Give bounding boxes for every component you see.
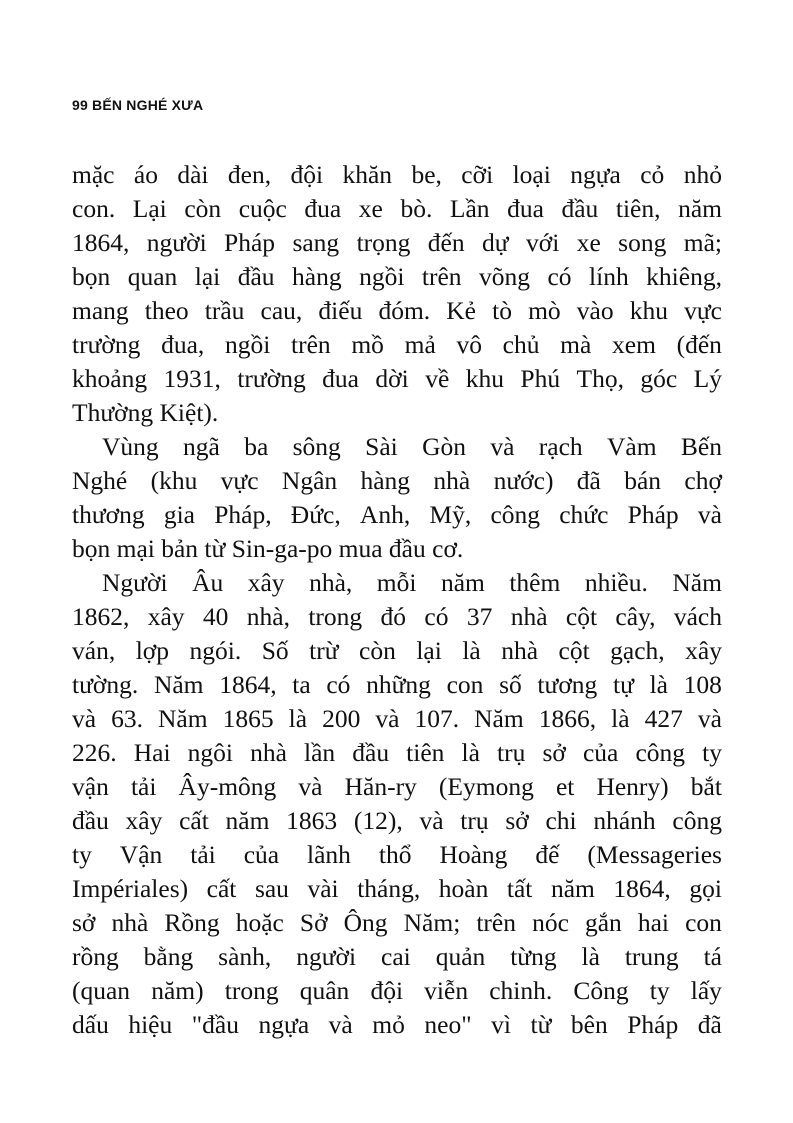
text-line: và 63. Năm 1865 là 200 và 107. Năm 1866, là 427 và <box>72 704 722 733</box>
text-line: Impériales) cất sau vài tháng, hoàn tất năm 1864, gọi <box>72 874 722 903</box>
text-line: trường đua, ngồi trên mồ mả vô chủ mà xem (đến <box>72 330 722 359</box>
text-line: khoảng 1931, trường đua dời về khu Phú Thọ, góc Lý <box>72 364 722 393</box>
text-line: con. Lại còn cuộc đua xe bò. Lần đua đầu tiên, năm <box>72 194 722 223</box>
text-line: tường. Năm 1864, ta có những con số tương tự là 108 <box>72 670 722 699</box>
text-line: bọn quan lại đầu hàng ngồi trên võng có lính khiêng, <box>72 262 722 291</box>
text-line: ván, lợp ngói. Số trừ còn lại là nhà cột gạch, xây <box>72 636 722 665</box>
text-line: ty Vận tải của lãnh thổ Hoàng đế (Messageries <box>72 840 722 869</box>
text-line: 1864, người Pháp sang trọng đến dự với xe song mã; <box>72 228 722 257</box>
text-line: mang theo trầu cau, điếu đóm. Kẻ tò mò vào khu vực <box>72 296 722 325</box>
text-line: mặc áo dài đen, đội khăn be, cỡi loại ngựa cỏ nhỏ <box>72 160 722 189</box>
text-line: vận tải Ây-mông và Hăn-ry (Eymong et Henry) bắt <box>72 772 722 801</box>
text-line: rồng bằng sành, người cai quản từng là trung tá <box>72 942 722 971</box>
running-header: 99 BẾN NGHÉ XƯA <box>72 97 204 113</box>
text-line: 1862, xây 40 nhà, trong đó có 37 nhà cột cây, vách <box>72 602 722 631</box>
text-line: đầu xây cất năm 1863 (12), và trụ sở chi nhánh công <box>72 806 722 835</box>
text-line: 226. Hai ngôi nhà lần đầu tiên là trụ sở của công ty <box>72 738 722 767</box>
text-line: Vùng ngã ba sông Sài Gòn và rạch Vàm Bến <box>102 432 722 461</box>
text-line: (quan năm) trong quân đội viễn chinh. Công ty lấy <box>72 976 722 1005</box>
text-line: dấu hiệu "đầu ngựa và mỏ neo" vì từ bên Pháp đã <box>72 1010 722 1039</box>
text-line: Người Âu xây nhà, mỗi năm thêm nhiều. Năm <box>102 568 722 597</box>
body-text <box>72 158 722 1042</box>
text-line: Thường Kiệt). <box>72 398 219 427</box>
text-line: sở nhà Rồng hoặc Sở Ông Năm; trên nóc gắn hai con <box>72 908 722 937</box>
text-line: bọn mại bản từ Sin-ga-po mua đầu cơ. <box>72 534 464 563</box>
text-line: Nghé (khu vực Ngân hàng nhà nước) đã bán chợ <box>72 466 722 495</box>
text-line: thương gia Pháp, Đức, Anh, Mỹ, công chức Pháp và <box>72 500 722 529</box>
